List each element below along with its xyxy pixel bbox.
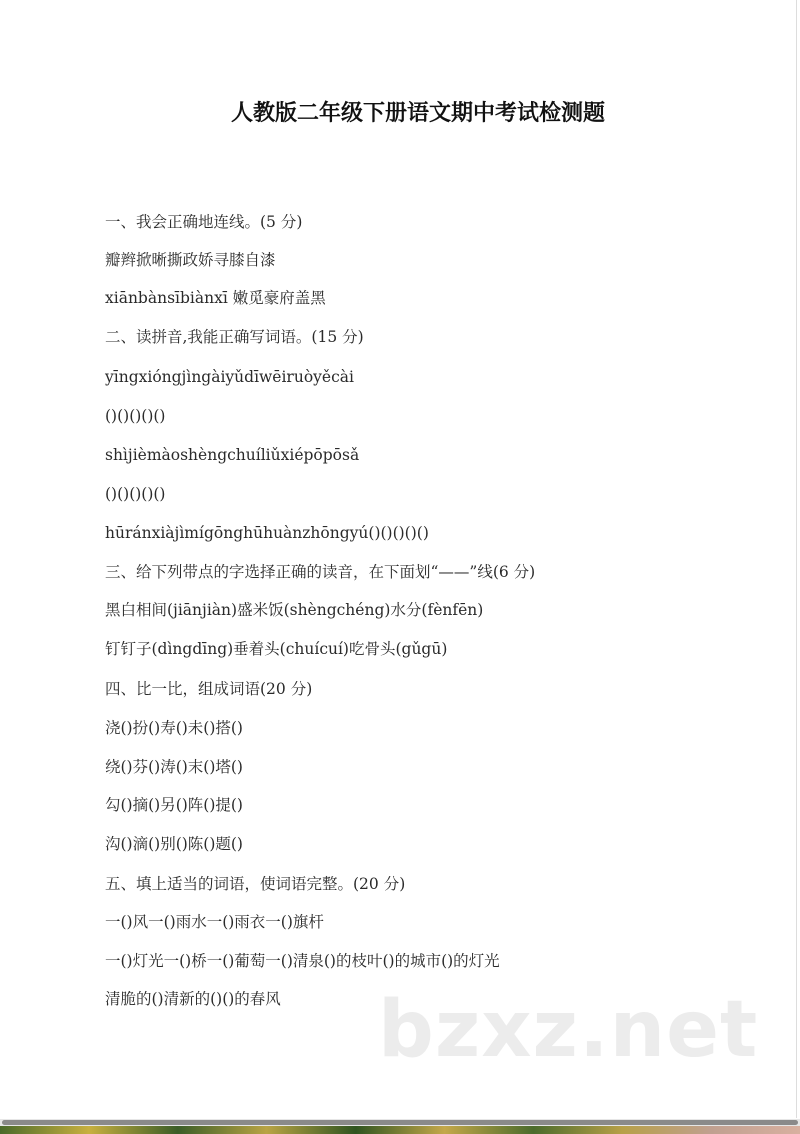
text-line: 一()灯光一()桥一()葡萄一()清泉()的枝叶()的城市()的灯光 [105, 952, 500, 970]
scrollbar-thumb[interactable] [2, 1120, 798, 1125]
text-line: ()()()()() [105, 485, 166, 503]
background-image-strip [0, 1126, 800, 1134]
text-line: 绕()芬()涛()末()塔() [105, 758, 243, 776]
section-heading-4: 四、比一比，组成词语(20 分) [105, 680, 313, 698]
text-line: 沟()滴()别()陈()题() [105, 835, 243, 853]
text-line: 黑白相间(jiānjiàn)盛米饭(shèngchéng)水分(fènfēn) [105, 601, 484, 619]
document-title: 人教版二年级下册语文期中考试检测题 [230, 101, 605, 126]
text-line: 瓣辫掀晰撕政娇寻膝自漆 [105, 251, 276, 269]
text-line: shìjièmàoshèngchuíliǔxiépōpōsǎ [105, 446, 360, 464]
text-line: yīngxióngjìngàiyǔdīwēiruòyěcài [105, 368, 354, 386]
text-line: 一()风一()雨水一()雨衣一()旗杆 [105, 913, 324, 931]
text-line: 钉钉子(dìngdīng)垂着头(chuícuí)吃骨头(gǔgū) [105, 640, 448, 658]
text-line: xiānbànsībiànxī 嫩觅豪府盖黑 [105, 289, 326, 307]
watermark: bzxz.net [378, 985, 759, 1075]
text-line: 清脆的()清新的()()的春风 [105, 990, 281, 1008]
text-line: hūránxiàjìmígōnghūhuànzhōngyú()()()()() [105, 524, 429, 542]
section-heading-5: 五、填上适当的词语，使词语完整。(20 分) [105, 875, 406, 893]
text-line: ()()()()() [105, 407, 166, 425]
horizontal-scrollbar[interactable] [0, 1119, 800, 1126]
section-heading-1: 一、我会正确地连线。(5 分) [105, 213, 303, 231]
text-line: 浇()扮()寿()未()搭() [105, 719, 243, 737]
text-line: 勾()摘()另()阵()提() [105, 796, 243, 814]
section-heading-2: 二、读拼音,我能正确写词语。(15 分) [105, 328, 364, 346]
section-heading-3: 三、给下列带点的字选择正确的读音，在下面划“——”线(6 分) [105, 563, 536, 581]
